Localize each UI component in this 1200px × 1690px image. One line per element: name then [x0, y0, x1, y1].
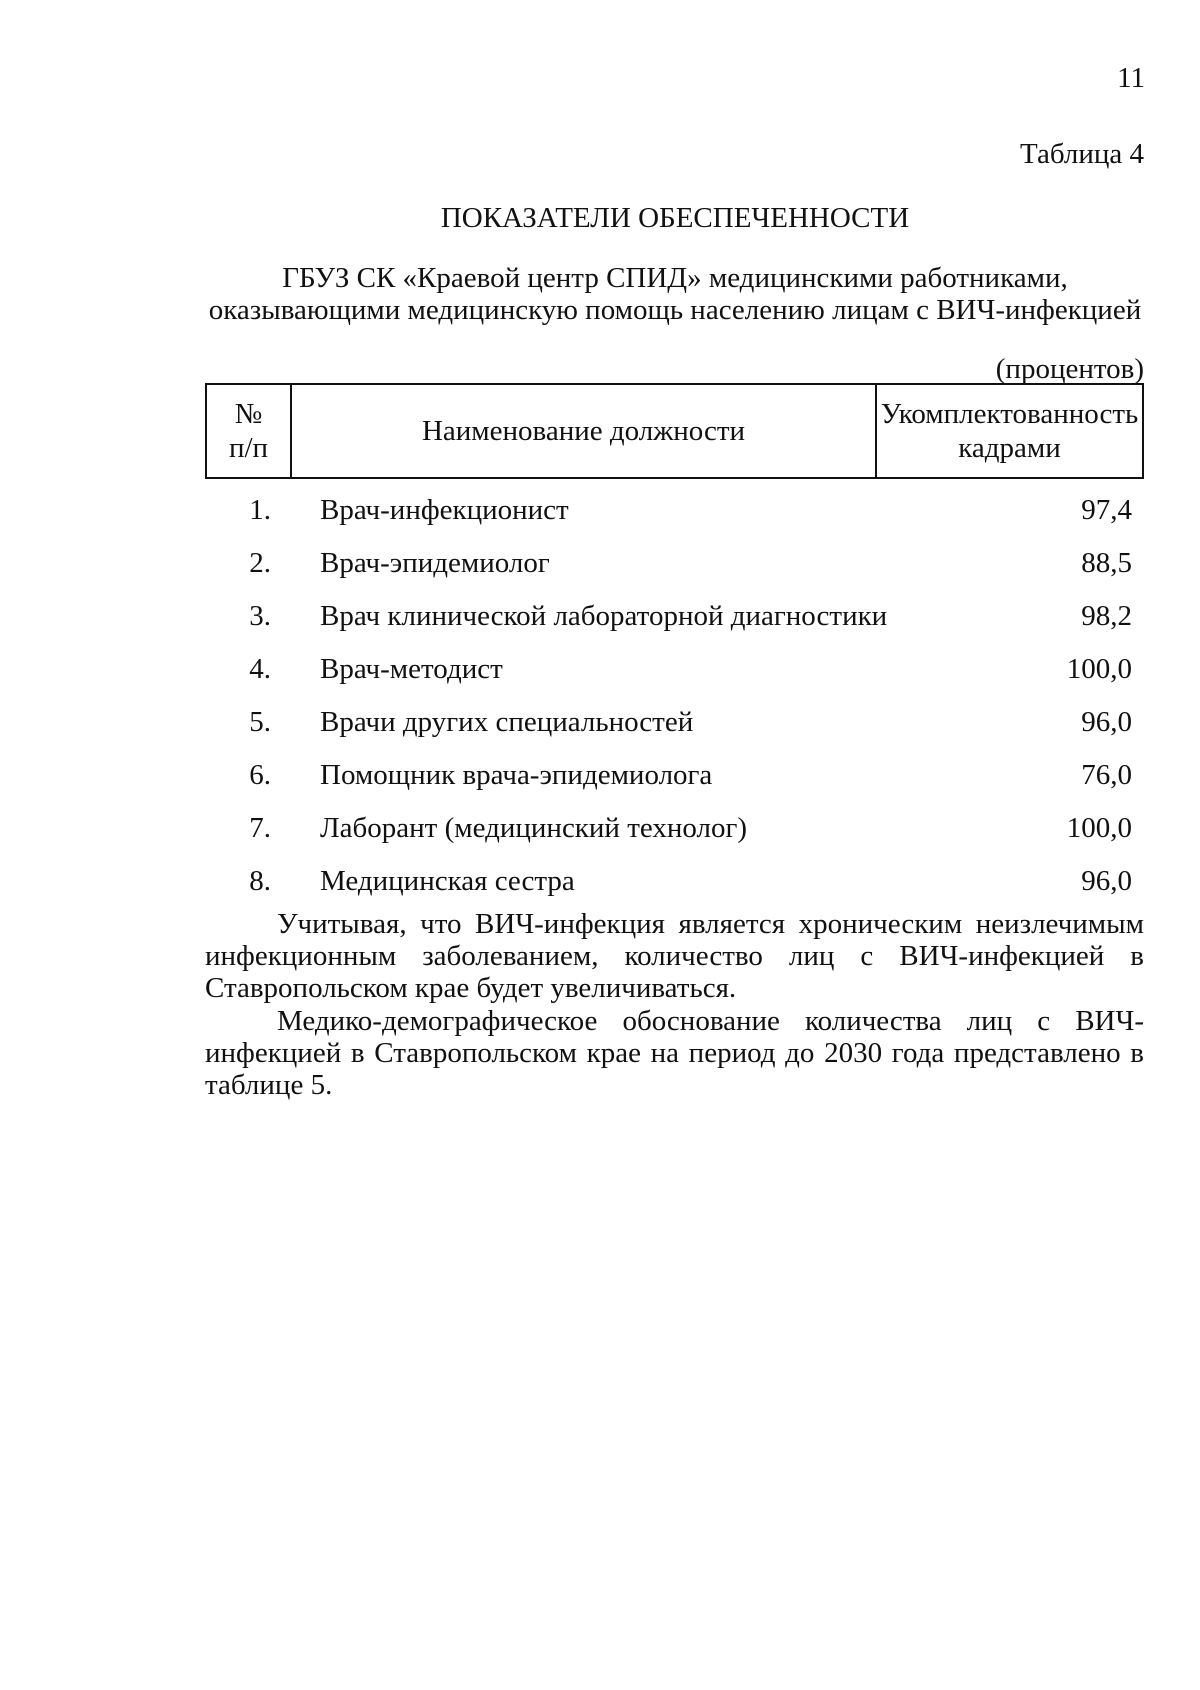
- table-label: Таблица 4: [1019, 138, 1144, 170]
- table-body: [205, 494, 1144, 918]
- units-note: (процентов): [995, 353, 1144, 385]
- row-position: Врач-методист: [320, 653, 503, 685]
- row-position: Врач-эпидемиолог: [320, 547, 550, 579]
- body-paragraph: [205, 1005, 1144, 1101]
- body-paragraph: [205, 908, 1144, 1004]
- document-title: ПОКАЗАТЕЛИ ОБЕСПЕЧЕННОСТИ: [440, 202, 910, 234]
- table-row: [205, 812, 1144, 865]
- table-row: [205, 600, 1144, 653]
- table-header: [205, 383, 1144, 479]
- table-row: [205, 706, 1144, 759]
- row-position: Помощник врача-эпидемиолога: [320, 759, 713, 791]
- row-staffing-value: 100,0: [1066, 812, 1132, 844]
- row-position: Врач клинической лабораторной диагностики: [320, 600, 888, 632]
- document-subtitle: [205, 262, 1145, 326]
- page-number: 11: [1117, 62, 1145, 94]
- row-position: Врачи других специальностей: [320, 706, 694, 738]
- table-row: [205, 494, 1144, 547]
- row-number: 4.: [249, 653, 271, 685]
- paragraph-line: Ставропольском крае будет увеличиваться.: [205, 972, 737, 1004]
- header-number-column: [207, 385, 292, 477]
- row-number: 5.: [249, 706, 271, 738]
- subtitle-line: оказывающими медицинскую помощь населению лицам с ВИЧ-инфекцией: [208, 294, 1142, 326]
- row-staffing-value: 96,0: [1081, 865, 1132, 897]
- header-number-symbol: №: [234, 398, 263, 430]
- row-staffing-value: 97,4: [1081, 494, 1132, 526]
- header-staffing-column: [877, 385, 1142, 477]
- paragraph-line: Медико-демографическое обоснование количества лиц с ВИЧ-: [277, 1005, 1144, 1037]
- row-position: Лаборант (медицинский технолог): [320, 812, 748, 844]
- row-number: 2.: [249, 547, 271, 579]
- row-position: Врач-инфекционист: [320, 494, 569, 526]
- header-position-label: Наименование должности: [421, 415, 746, 447]
- table-row: [205, 547, 1144, 600]
- table-row: [205, 759, 1144, 812]
- paragraph-line: таблице 5.: [205, 1069, 333, 1101]
- row-number: 1.: [249, 494, 271, 526]
- table-row: [205, 653, 1144, 706]
- row-number: 7.: [249, 812, 271, 844]
- row-staffing-value: 76,0: [1081, 759, 1132, 791]
- row-staffing-value: 88,5: [1081, 547, 1132, 579]
- paragraph-line: инфекционным заболеванием, количество лиц с ВИЧ-инфекцией в: [205, 940, 1144, 972]
- header-staffing-line2: кадрами: [958, 432, 1061, 464]
- row-staffing-value: 98,2: [1081, 600, 1132, 632]
- header-number-abbrev: п/п: [228, 432, 269, 464]
- paragraph-line: инфекцией в Ставропольском крае на период до 2030 года представлено в: [205, 1037, 1144, 1069]
- header-staffing-line1: Укомплектованность: [880, 398, 1139, 430]
- row-staffing-value: 96,0: [1081, 706, 1132, 738]
- row-number: 3.: [249, 600, 271, 632]
- header-position-column: [292, 385, 877, 477]
- row-position: Медицинская сестра: [320, 865, 575, 897]
- row-number: 6.: [249, 759, 271, 791]
- row-staffing-value: 100,0: [1066, 653, 1132, 685]
- subtitle-line: ГБУЗ СК «Краевой центр СПИД» медицинскими работниками,: [282, 262, 1068, 294]
- paragraph-line: Учитывая, что ВИЧ-инфекция является хроническим неизлечимым: [277, 908, 1144, 940]
- row-number: 8.: [249, 865, 271, 897]
